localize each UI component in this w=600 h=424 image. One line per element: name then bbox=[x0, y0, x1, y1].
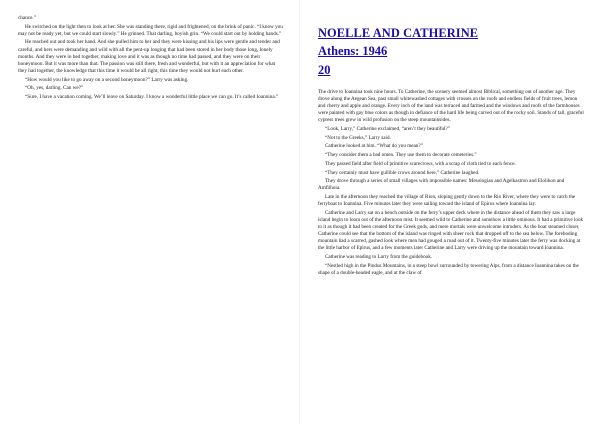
paragraph: “Oh, yes, darling. Can we?” bbox=[25, 85, 84, 92]
chapter-title-link[interactable]: NOELLE AND CATHERINE bbox=[318, 26, 479, 40]
chapter-number-link[interactable]: 20 bbox=[318, 62, 331, 77]
paragraph: Catherine was reading to Larry from the guidebook. bbox=[325, 253, 433, 260]
paragraph: Catherine looked at him. “What do you mean?” bbox=[325, 143, 423, 150]
paragraph: They passed field after field of primitive scarecrows, with a scrap of cloth tied to each fence. bbox=[325, 160, 516, 167]
paragraph: “How would you like to go away on a second honeymoon?” Larry was asking. bbox=[25, 76, 189, 83]
left-page-body bbox=[18, 15, 283, 103]
paragraph: He reached out and took her hand. And she pulled him to her and they were kissing and his lips were gentle and tender and careful, and hers were demanding and wild with all the pent-up longing that had been stored in her body those long, lonely months. And they were in bed together, making love and it was as though no time had passed, and they were on their honeymoon. But it was more than that. The passion was still there, fresh and wonderful, but with it an appreciation for what they had together, the knowledge that this time it would be all right, this time they would not hurt each other. bbox=[18, 39, 280, 74]
paragraph: Late in the afternoon they reached the village of Rion, sloping gently down to the Rio River, where they were to catch the ferryboat to Ioannina. Five minutes later they were sailing toward the island of Epirus where Ioannina lay. bbox=[318, 193, 576, 208]
paragraph: chance.” bbox=[18, 15, 36, 21]
right-page-body bbox=[318, 89, 585, 278]
paragraph: “Not to the Greeks,” Larry said. bbox=[325, 134, 391, 141]
paragraph: The drive to Ioannina took nine hours. To Catherine, the scenery seemed almost Biblical, something out of another age. They drove along the Aegean Sea, past small whitewashed cottages with crosses on the roofs and endless fields of fruit trees, lemon and cherry and apple and orange. Every inch of the land was terraced and farmed and the windows and roofs of the farmhouses were painted with gay blue colors as though in defiance of the hard life being carved out of the rocky soil. Stands of tall, graceful cypress trees grew in wild profusion on the steep mountainsides. bbox=[318, 89, 584, 124]
paragraph: They drove through a series of small villages with impossible names: Mesologian and Agelkastron and Elolikon and Amfilhoia. bbox=[318, 178, 565, 192]
chapter-place-year-link[interactable]: Athens: 1946 bbox=[318, 44, 388, 59]
paragraph: He switched on the light then to look at her. She was standing there, rigid and frightened, on the brink of panic. “I know you may not be ready yet, but we could start slowly.” He grinned. That darling, boyish grin. “We could start out by holding hands.” bbox=[18, 23, 283, 37]
right-page bbox=[300, 0, 600, 424]
paragraph: “Nestled high in the Pindus Mountains, in a steep bowl surrounded by towering Alps, from a distance Ioannina takes on the shape of a double-headed eagle, and at the claw of bbox=[318, 262, 579, 276]
paragraph: “They consider them a bad omen. They use them to decorate cemeteries.” bbox=[325, 152, 477, 159]
paragraph: “Look, Larry,” Catherine exclaimed, “aren’t they beautiful?” bbox=[325, 126, 451, 133]
paragraph: “Sure, I have a vacation coming. We’ll leave on Saturday. I know a wonderful little place we can go. It’s called Ioannina.” bbox=[25, 93, 279, 100]
paragraph: “They certainly must have gullible crows around here,” Catherine laughed. bbox=[325, 169, 480, 176]
chapter-heading bbox=[318, 26, 588, 77]
paragraph: Catherine and Larry sat on a bench outside on the ferry’s upper deck where in the distance ahead of them they saw a large island begin to loom out of the afternoon mist. It seemed wild to Catherine and somehow a little ominous. It had a primitive look to it as though it had been created for the Greek gods, and mere mortals were unwelcome intruders. As the boat steamed closer, Catherine could see that the bottom of the island was ringed with sheer rock that dropped off to the sea below. The foreboding mountain had a scarred, gashed look where men had gouged a road out of it. Twenty-five minutes later the ferry was docking at the little harbor of Epirus, and a few moments later Catherine and Larry were driving up the mountain toward Ioannina. bbox=[318, 209, 584, 252]
